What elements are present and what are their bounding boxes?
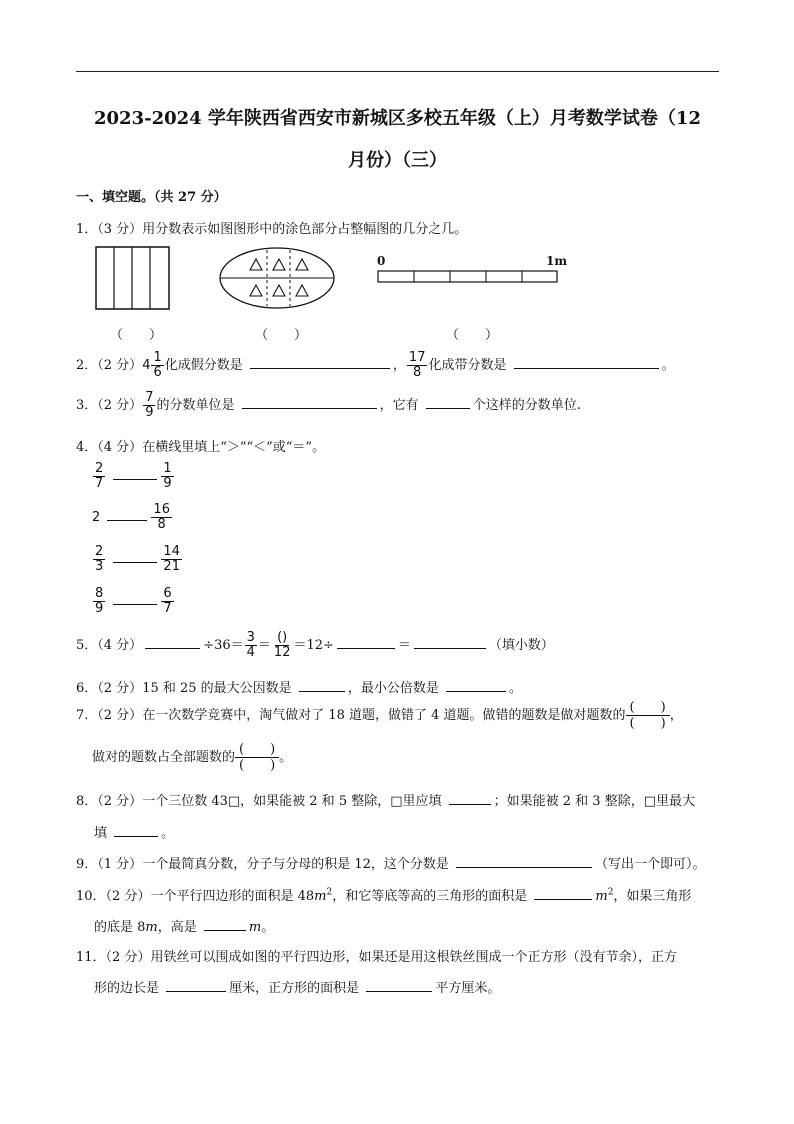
denominator: 7 (95, 476, 104, 491)
question-number: 1． (76, 222, 98, 237)
blank-fraction[interactable] (235, 742, 279, 773)
numerator: 16 (153, 502, 170, 517)
fraction-left (93, 545, 105, 574)
numerator: 7 (145, 390, 154, 405)
question-1 (76, 218, 467, 237)
question-6 (76, 677, 522, 696)
question-7-line2 (92, 742, 292, 774)
question-score: （2 分） (97, 681, 143, 696)
question-text: 厘米，正方形的面积是 (229, 981, 360, 996)
question-number: 9． (76, 857, 98, 872)
ruler-start-label: 0 (377, 254, 386, 268)
question-text: （填小数） (488, 638, 554, 653)
question-text: （写出一个即可）。 (595, 857, 706, 872)
answer-blank[interactable] (145, 635, 200, 649)
fraction-17-8 (407, 351, 428, 380)
question-number: 5． (76, 638, 98, 653)
separator: ， (392, 358, 406, 373)
answer-blank[interactable] (250, 355, 390, 369)
numerator: 8 (95, 586, 104, 601)
question-text: ；如果能被 2 和 3 整除，□里最大 (493, 794, 695, 809)
denominator-blank[interactable]: ( ) (239, 758, 276, 773)
question-number: 2． (76, 358, 98, 373)
denominator: 8 (413, 365, 422, 380)
answer-blank[interactable] (456, 854, 592, 868)
denominator: 7 (163, 601, 172, 616)
page-title-line2: 月份）（三） (348, 150, 447, 171)
answer-paren-2: （ ） (255, 328, 308, 343)
denominator: 12 (273, 645, 291, 660)
answer-blank[interactable] (242, 395, 377, 409)
meter-ruler-figure (377, 270, 559, 284)
fraction-right (151, 503, 172, 532)
answer-blank[interactable] (166, 978, 226, 992)
question-text: 平方厘米。 (435, 981, 501, 996)
denominator: 6 (153, 365, 162, 380)
whole-number-left: 2 (92, 510, 101, 525)
numerator-blank[interactable]: () (277, 630, 288, 645)
question-5 (76, 630, 554, 662)
question-score: （2 分） (105, 889, 151, 904)
question-number: 11． (76, 950, 106, 965)
superscript-2: 2 (607, 887, 614, 898)
compare-row-1 (92, 462, 175, 491)
mixed-whole: 4 (142, 358, 151, 373)
question-8 (76, 790, 695, 809)
ellipse-triangles-figure (218, 246, 336, 310)
question-text: ，最小公倍数是 (347, 681, 439, 696)
answer-blank[interactable] (426, 395, 470, 409)
numerator: 6 (163, 586, 172, 601)
section-heading: 一、填空题。（共 27 分） (76, 190, 227, 205)
answer-blank[interactable] (414, 635, 486, 649)
question-text: ，它有 (379, 398, 419, 413)
question-7 (76, 700, 683, 732)
question-text: 化成假分数是 (164, 358, 243, 373)
question-score: （2 分） (97, 358, 143, 373)
period: 。 (661, 358, 675, 373)
answer-blank[interactable] (366, 978, 432, 992)
fraction-blank-12 (272, 631, 293, 660)
question-score: （1 分） (97, 857, 143, 872)
question-text: ，和它等底等高的三角形的面积是 (332, 889, 528, 904)
question-text: 做对的题数占全部题数的 (92, 750, 236, 765)
unit-m: m (145, 920, 158, 935)
question-9 (76, 853, 706, 872)
compare-row-3 (92, 545, 183, 574)
denominator: 21 (163, 559, 180, 574)
question-11 (76, 946, 677, 965)
denominator: 9 (95, 601, 104, 616)
question-score: （4 分） (97, 440, 143, 455)
question-text: ，如果三角形 (613, 889, 692, 904)
question-text: ，高是 (157, 920, 197, 935)
answer-blank[interactable] (449, 791, 491, 805)
unit-m: m (248, 920, 262, 935)
numerator: 2 (95, 544, 104, 559)
period: 。 (508, 681, 522, 696)
answer-paren-1: （ ） (110, 328, 163, 343)
numerator: 3 (246, 630, 255, 645)
blank-fraction[interactable] (626, 700, 670, 731)
answer-blank[interactable] (299, 678, 345, 692)
question-text: ＝12÷ (293, 638, 334, 653)
question-score: （3 分） (97, 222, 143, 237)
numerator-blank[interactable]: ( ) (626, 700, 670, 716)
denominator: 4 (246, 645, 255, 660)
fraction-1-6 (151, 351, 163, 380)
answer-paren-3: （ ） (446, 328, 499, 343)
numerator: 14 (163, 544, 180, 559)
fraction-3-4 (245, 631, 257, 660)
question-text: 在横线里填上“＞”“＜”或“＝”。 (142, 440, 326, 455)
question-text: 个这样的分数单位. (472, 398, 581, 413)
header-rule (76, 71, 719, 72)
denominator-blank[interactable]: ( ) (629, 716, 666, 731)
question-score: （4 分） (97, 638, 143, 653)
compare-row-2 (92, 503, 173, 532)
fraction-right (161, 587, 173, 616)
question-score: （2 分） (105, 950, 151, 965)
compare-blank[interactable] (113, 466, 157, 480)
question-4 (76, 436, 325, 455)
answer-blank[interactable] (204, 917, 246, 931)
comma: ， (669, 708, 683, 723)
question-score: （2 分） (97, 708, 143, 723)
question-text: 15 和 25 的最大公因数是 (142, 681, 292, 696)
fraction-left (93, 587, 105, 616)
question-text: 用分数表示如图图形中的涂色部分占整幅图的几分之几。 (142, 222, 468, 237)
question-number: 6． (76, 681, 98, 696)
denominator: 9 (145, 405, 154, 420)
question-score: （2 分） (97, 794, 143, 809)
question-number: 10． (76, 889, 106, 904)
question-number: 7． (76, 708, 98, 723)
denominator: 3 (95, 559, 104, 574)
numerator: 2 (95, 461, 104, 476)
fraction-right (161, 462, 173, 491)
fraction-7-9 (143, 391, 155, 420)
answer-blank[interactable] (534, 886, 592, 900)
period: 。 (161, 826, 175, 841)
question-text: 用铁丝可以围成如图的平行四边形，如果还是用这根铁丝围成一个正方形（没有节余），正方 (150, 950, 677, 965)
unit-m: m (314, 889, 327, 904)
period: 。 (279, 750, 293, 765)
question-3 (76, 390, 581, 422)
page-title-line1: 2023-2024 学年陕西省西安市新城区多校五年级（上）月考数学试卷（12 (94, 108, 701, 129)
question-number: 8． (76, 794, 98, 809)
period: 。 (261, 920, 275, 935)
question-number: 4． (76, 440, 98, 455)
ruler-end-label: 1m (546, 254, 568, 268)
unit-m: m (595, 889, 608, 904)
answer-blank[interactable] (114, 823, 158, 837)
question-text: 一个平行四边形的面积是 48 (150, 889, 315, 904)
question-text: 一个三位数 43□，如果能被 2 和 5 整除，□里应填 (142, 794, 442, 809)
denominator: 9 (163, 476, 172, 491)
compare-blank[interactable] (113, 549, 157, 563)
question-2 (76, 350, 675, 382)
fraction-right (161, 545, 182, 574)
numerator: 1 (153, 350, 162, 365)
question-text: 化成带分数是 (428, 358, 507, 373)
fraction-left (93, 462, 105, 491)
compare-blank[interactable] (107, 507, 147, 521)
shaded-rectangle-figure (95, 246, 170, 311)
question-8-line2 (94, 822, 174, 841)
compare-blank[interactable] (113, 591, 157, 605)
question-text: 一个最简真分数，分子与分母的积是 12，这个分数是 (142, 857, 449, 872)
question-number: 3． (76, 398, 98, 413)
compare-row-4 (92, 587, 175, 616)
answer-blank[interactable] (337, 635, 395, 649)
question-11-line2 (94, 977, 500, 996)
question-text: 在一次数学竞赛中，淘气做对了 18 道题，做错了 4 道题。做错的题数是做对题数的 (142, 708, 626, 723)
equals-sign: ＝ (257, 638, 271, 653)
numerator-blank[interactable]: ( ) (235, 742, 279, 758)
question-text: 的底是 8 (94, 920, 146, 935)
question-text: 形的边长是 (94, 981, 160, 996)
answer-blank[interactable] (446, 678, 506, 692)
question-text: 填 (94, 826, 108, 841)
superscript-2: 2 (326, 887, 333, 898)
question-text: 的分数单位是 (156, 398, 235, 413)
denominator: 8 (157, 517, 166, 532)
question-score: （2 分） (97, 398, 143, 413)
question-10-line2 (94, 916, 274, 935)
numerator: 17 (408, 350, 426, 365)
answer-blank[interactable] (514, 355, 659, 369)
equals-sign: ＝ (397, 638, 411, 653)
question-10 (76, 885, 691, 904)
numerator: 1 (163, 461, 172, 476)
question-text: ÷36＝ (203, 638, 244, 653)
